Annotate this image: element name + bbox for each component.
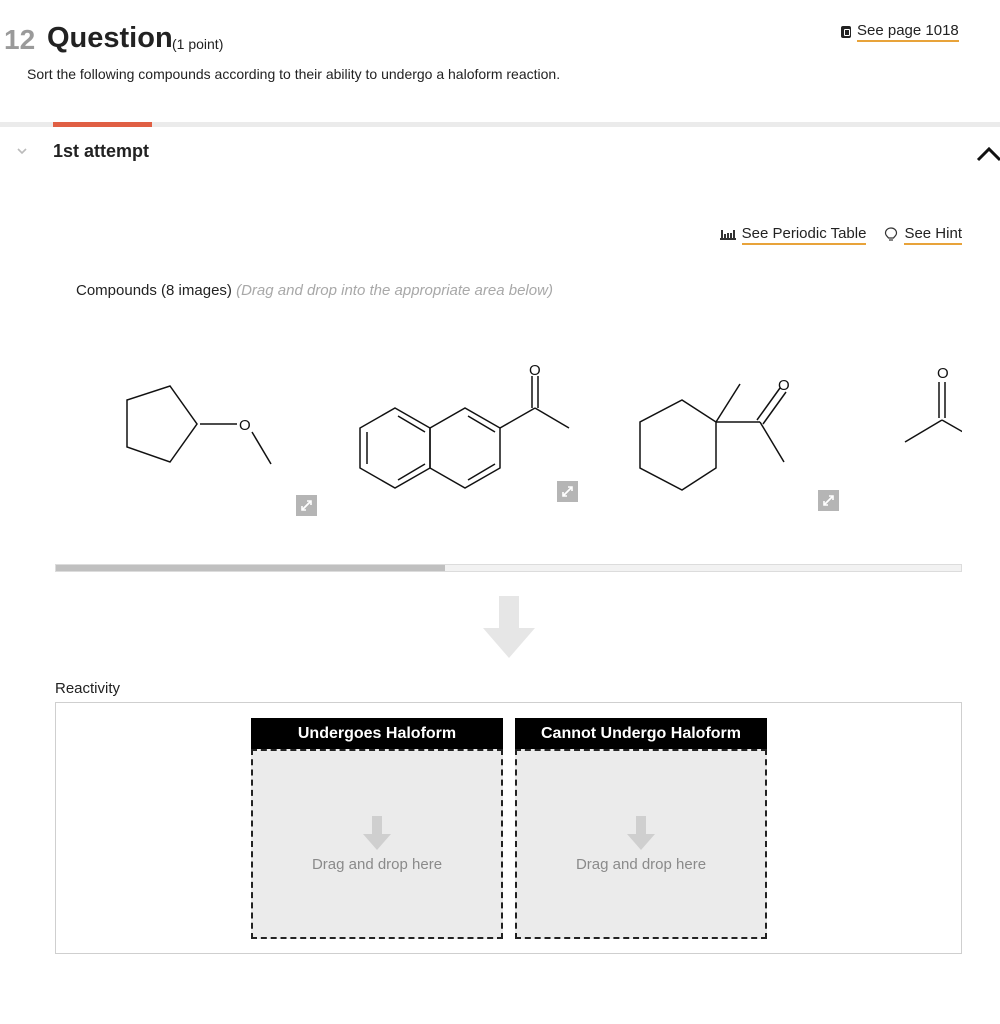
- chevron-down-icon[interactable]: [16, 145, 28, 157]
- compounds-instruction: (Drag and drop into the appropriate area below): [236, 282, 553, 299]
- compounds-carousel[interactable]: [55, 320, 962, 550]
- see-page-link[interactable]: [841, 22, 959, 42]
- down-arrow-icon: [363, 816, 391, 850]
- reactivity-label: Reactivity: [55, 680, 121, 697]
- bin-cannot-undergo-haloform[interactable]: [515, 718, 767, 939]
- question-number: 12: [4, 24, 36, 55]
- carousel-scrollbar[interactable]: [55, 564, 962, 572]
- bin-title: Undergoes Haloform: [251, 718, 503, 749]
- question-title: Question: [47, 22, 173, 54]
- compounds-label: [76, 282, 553, 299]
- drop-placeholder: Drag and drop here: [311, 855, 443, 873]
- question-prompt: Sort the following compounds according to their ability to undergo a haloform reaction.: [27, 66, 561, 82]
- drop-zone[interactable]: [251, 749, 503, 939]
- compound-card[interactable]: [115, 320, 285, 485]
- atom-label: O: [239, 417, 251, 434]
- periodic-table-label: See Periodic Table: [742, 225, 867, 245]
- down-arrow-icon: [483, 596, 535, 658]
- compound-structure: [355, 320, 575, 500]
- scrollbar-thumb[interactable]: [56, 565, 445, 571]
- down-arrow-icon: [627, 816, 655, 850]
- compound-card[interactable]: [355, 320, 575, 505]
- active-attempt-indicator: [53, 122, 152, 127]
- expand-icon[interactable]: [557, 481, 578, 502]
- question-points: (1 point): [172, 36, 224, 52]
- atom-label: O: [778, 377, 790, 394]
- collapse-arrow-icon[interactable]: [975, 138, 1000, 164]
- see-periodic-table-link[interactable]: [720, 225, 867, 245]
- lightbulb-icon: [884, 227, 898, 243]
- compound-structure: [900, 320, 962, 460]
- periodic-table-icon: [720, 228, 736, 242]
- compound-card[interactable]: [630, 320, 810, 505]
- bin-undergoes-haloform[interactable]: [251, 718, 503, 939]
- compounds-count-label: Compounds (8 images): [76, 282, 232, 299]
- see-hint-link[interactable]: [884, 225, 962, 245]
- hint-label: See Hint: [904, 225, 962, 245]
- reactivity-area: [55, 702, 962, 954]
- bin-title: Cannot Undergo Haloform: [515, 718, 767, 749]
- expand-icon[interactable]: [818, 490, 839, 511]
- attempt-label[interactable]: 1st attempt: [53, 141, 150, 161]
- atom-label: O: [529, 362, 541, 379]
- compound-structure: [115, 320, 285, 480]
- see-page-label: See page 1018: [857, 22, 959, 42]
- drop-placeholder: Drag and drop here: [575, 855, 707, 873]
- drop-zone[interactable]: [515, 749, 767, 939]
- compound-structure: [630, 320, 810, 500]
- book-icon: [841, 26, 851, 38]
- compound-card[interactable]: [900, 320, 962, 465]
- expand-icon[interactable]: [296, 495, 317, 516]
- atom-label: O: [937, 365, 949, 382]
- toolbar: [720, 225, 962, 245]
